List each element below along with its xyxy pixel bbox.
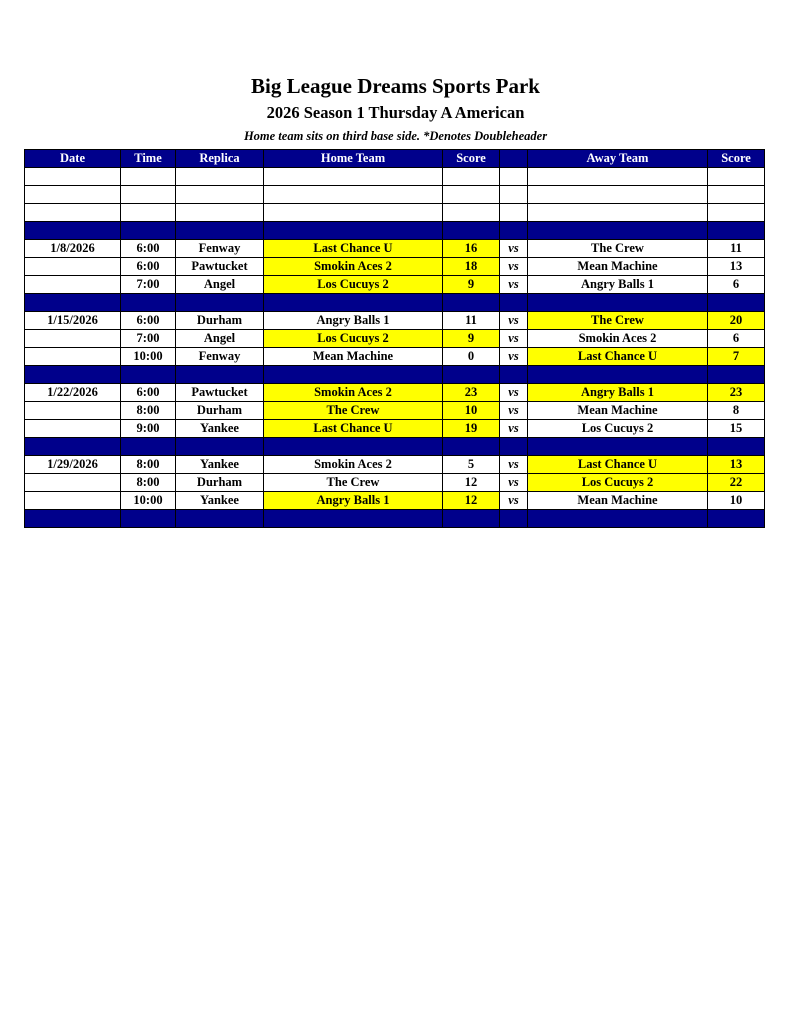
away-team: Angry Balls 1: [528, 384, 708, 402]
separator-cell: [176, 294, 264, 312]
separator-cell: [443, 438, 500, 456]
game-replica: Pawtucket: [176, 384, 264, 402]
home-score: 5: [443, 456, 500, 474]
separator-cell: [708, 510, 765, 528]
home-score: 19: [443, 420, 500, 438]
away-score: 6: [708, 330, 765, 348]
separator-cell: [176, 366, 264, 384]
week-separator-row: [25, 438, 765, 456]
game-row: [25, 492, 765, 510]
game-replica: Durham: [176, 312, 264, 330]
away-team: Smokin Aces 2: [528, 330, 708, 348]
game-time: 9:00: [121, 420, 176, 438]
separator-cell: [708, 294, 765, 312]
separator-cell: [264, 222, 443, 240]
separator-cell: [443, 222, 500, 240]
home-score: 12: [443, 474, 500, 492]
game-replica: Pawtucket: [176, 258, 264, 276]
separator-cell: [528, 222, 708, 240]
game-date: 1/22/2026: [25, 384, 121, 402]
separator-cell: [25, 510, 121, 528]
away-team: Last Chance U: [528, 348, 708, 366]
week-separator-row: [25, 366, 765, 384]
home-team: Last Chance U: [264, 420, 443, 438]
away-team: Mean Machine: [528, 258, 708, 276]
away-score: 7: [708, 348, 765, 366]
schedule-table: [24, 149, 765, 528]
game-replica: Angel: [176, 330, 264, 348]
game-time: 7:00: [121, 330, 176, 348]
game-date: [25, 348, 121, 366]
separator-cell: [121, 438, 176, 456]
vs-label: vs: [500, 474, 528, 492]
header-date: Date: [25, 150, 121, 168]
separator-cell: [708, 366, 765, 384]
away-team: The Crew: [528, 312, 708, 330]
separator-cell: [121, 366, 176, 384]
home-score: 11: [443, 312, 500, 330]
home-score: 10: [443, 402, 500, 420]
game-row: [25, 420, 765, 438]
home-team: Mean Machine: [264, 348, 443, 366]
blank-row: [25, 204, 765, 222]
vs-label: vs: [500, 492, 528, 510]
vs-label: vs: [500, 276, 528, 294]
game-date: [25, 330, 121, 348]
blank-row: [25, 186, 765, 204]
separator-cell: [264, 510, 443, 528]
header-away-score: Score: [708, 150, 765, 168]
away-score: 15: [708, 420, 765, 438]
game-time: 10:00: [121, 492, 176, 510]
week-separator-row: [25, 510, 765, 528]
separator-cell: [264, 366, 443, 384]
separator-cell: [500, 294, 528, 312]
separator-cell: [528, 366, 708, 384]
separator-cell: [708, 222, 765, 240]
away-team: Los Cucuys 2: [528, 474, 708, 492]
separator-cell: [528, 294, 708, 312]
home-team: Angry Balls 1: [264, 312, 443, 330]
game-replica: Durham: [176, 402, 264, 420]
game-row: [25, 312, 765, 330]
away-score: 13: [708, 456, 765, 474]
game-date: 1/15/2026: [25, 312, 121, 330]
game-date: [25, 420, 121, 438]
vs-label: vs: [500, 240, 528, 258]
home-score: 18: [443, 258, 500, 276]
game-replica: Yankee: [176, 492, 264, 510]
separator-cell: [176, 438, 264, 456]
game-time: 8:00: [121, 402, 176, 420]
game-row: [25, 348, 765, 366]
header-away-team: Away Team: [528, 150, 708, 168]
game-replica: Angel: [176, 276, 264, 294]
game-time: 6:00: [121, 312, 176, 330]
home-team: Smokin Aces 2: [264, 456, 443, 474]
vs-label: vs: [500, 402, 528, 420]
away-team: Los Cucuys 2: [528, 420, 708, 438]
separator-cell: [25, 222, 121, 240]
game-date: [25, 276, 121, 294]
game-date: 1/29/2026: [25, 456, 121, 474]
separator-cell: [443, 294, 500, 312]
home-score: 9: [443, 276, 500, 294]
vs-label: vs: [500, 348, 528, 366]
header-home-team: Home Team: [264, 150, 443, 168]
game-date: [25, 474, 121, 492]
separator-cell: [528, 510, 708, 528]
game-date: 1/8/2026: [25, 240, 121, 258]
header-home-score: Score: [443, 150, 500, 168]
game-date: [25, 258, 121, 276]
vs-label: vs: [500, 384, 528, 402]
week-separator-row: [25, 222, 765, 240]
game-date: [25, 492, 121, 510]
home-score: 0: [443, 348, 500, 366]
away-score: 13: [708, 258, 765, 276]
schedule-note: Home team sits on third base side. *Denotes Doubleheader: [243, 129, 548, 143]
away-score: 22: [708, 474, 765, 492]
separator-cell: [121, 510, 176, 528]
separator-cell: [500, 438, 528, 456]
game-replica: Yankee: [176, 456, 264, 474]
home-score: 16: [443, 240, 500, 258]
separator-cell: [500, 510, 528, 528]
away-team: Last Chance U: [528, 456, 708, 474]
game-time: 8:00: [121, 456, 176, 474]
game-row: [25, 474, 765, 492]
separator-cell: [443, 366, 500, 384]
away-team: Mean Machine: [528, 402, 708, 420]
separator-cell: [500, 366, 528, 384]
separator-cell: [176, 510, 264, 528]
home-team: The Crew: [264, 474, 443, 492]
separator-cell: [708, 438, 765, 456]
away-score: 10: [708, 492, 765, 510]
game-replica: Fenway: [176, 240, 264, 258]
game-time: 10:00: [121, 348, 176, 366]
separator-cell: [443, 510, 500, 528]
game-row: [25, 330, 765, 348]
header-vs: [500, 150, 528, 168]
home-team: Smokin Aces 2: [264, 258, 443, 276]
separator-cell: [528, 438, 708, 456]
header-time: Time: [121, 150, 176, 168]
game-row: [25, 240, 765, 258]
game-row: [25, 402, 765, 420]
away-team: The Crew: [528, 240, 708, 258]
game-row: [25, 276, 765, 294]
schedule-body: [25, 168, 765, 528]
away-score: 8: [708, 402, 765, 420]
separator-cell: [25, 366, 121, 384]
game-row: [25, 456, 765, 474]
header-replica: Replica: [176, 150, 264, 168]
away-score: 20: [708, 312, 765, 330]
header-row: [25, 150, 765, 168]
home-team: The Crew: [264, 402, 443, 420]
game-replica: Fenway: [176, 348, 264, 366]
away-score: 6: [708, 276, 765, 294]
separator-cell: [176, 222, 264, 240]
separator-cell: [121, 222, 176, 240]
vs-label: vs: [500, 258, 528, 276]
away-team: Mean Machine: [528, 492, 708, 510]
home-score: 23: [443, 384, 500, 402]
page-title: Big League Dreams Sports Park: [251, 74, 540, 98]
vs-label: vs: [500, 456, 528, 474]
game-time: 6:00: [121, 258, 176, 276]
game-replica: Yankee: [176, 420, 264, 438]
week-separator-row: [25, 294, 765, 312]
separator-cell: [264, 294, 443, 312]
game-time: 6:00: [121, 240, 176, 258]
game-row: [25, 384, 765, 402]
game-date: [25, 402, 121, 420]
game-time: 7:00: [121, 276, 176, 294]
separator-cell: [121, 294, 176, 312]
separator-cell: [264, 438, 443, 456]
vs-label: vs: [500, 330, 528, 348]
home-team: Last Chance U: [264, 240, 443, 258]
page-subtitle: 2026 Season 1 Thursday A American: [266, 103, 525, 122]
vs-label: vs: [500, 420, 528, 438]
home-team: Angry Balls 1: [264, 492, 443, 510]
vs-label: vs: [500, 312, 528, 330]
home-team: Los Cucuys 2: [264, 276, 443, 294]
blank-row: [25, 168, 765, 186]
game-replica: Durham: [176, 474, 264, 492]
home-team: Smokin Aces 2: [264, 384, 443, 402]
separator-cell: [25, 438, 121, 456]
away-score: 23: [708, 384, 765, 402]
away-team: Angry Balls 1: [528, 276, 708, 294]
game-time: 8:00: [121, 474, 176, 492]
separator-cell: [25, 294, 121, 312]
game-time: 6:00: [121, 384, 176, 402]
home-score: 12: [443, 492, 500, 510]
game-row: [25, 258, 765, 276]
home-score: 9: [443, 330, 500, 348]
separator-cell: [500, 222, 528, 240]
home-team: Los Cucuys 2: [264, 330, 443, 348]
away-score: 11: [708, 240, 765, 258]
